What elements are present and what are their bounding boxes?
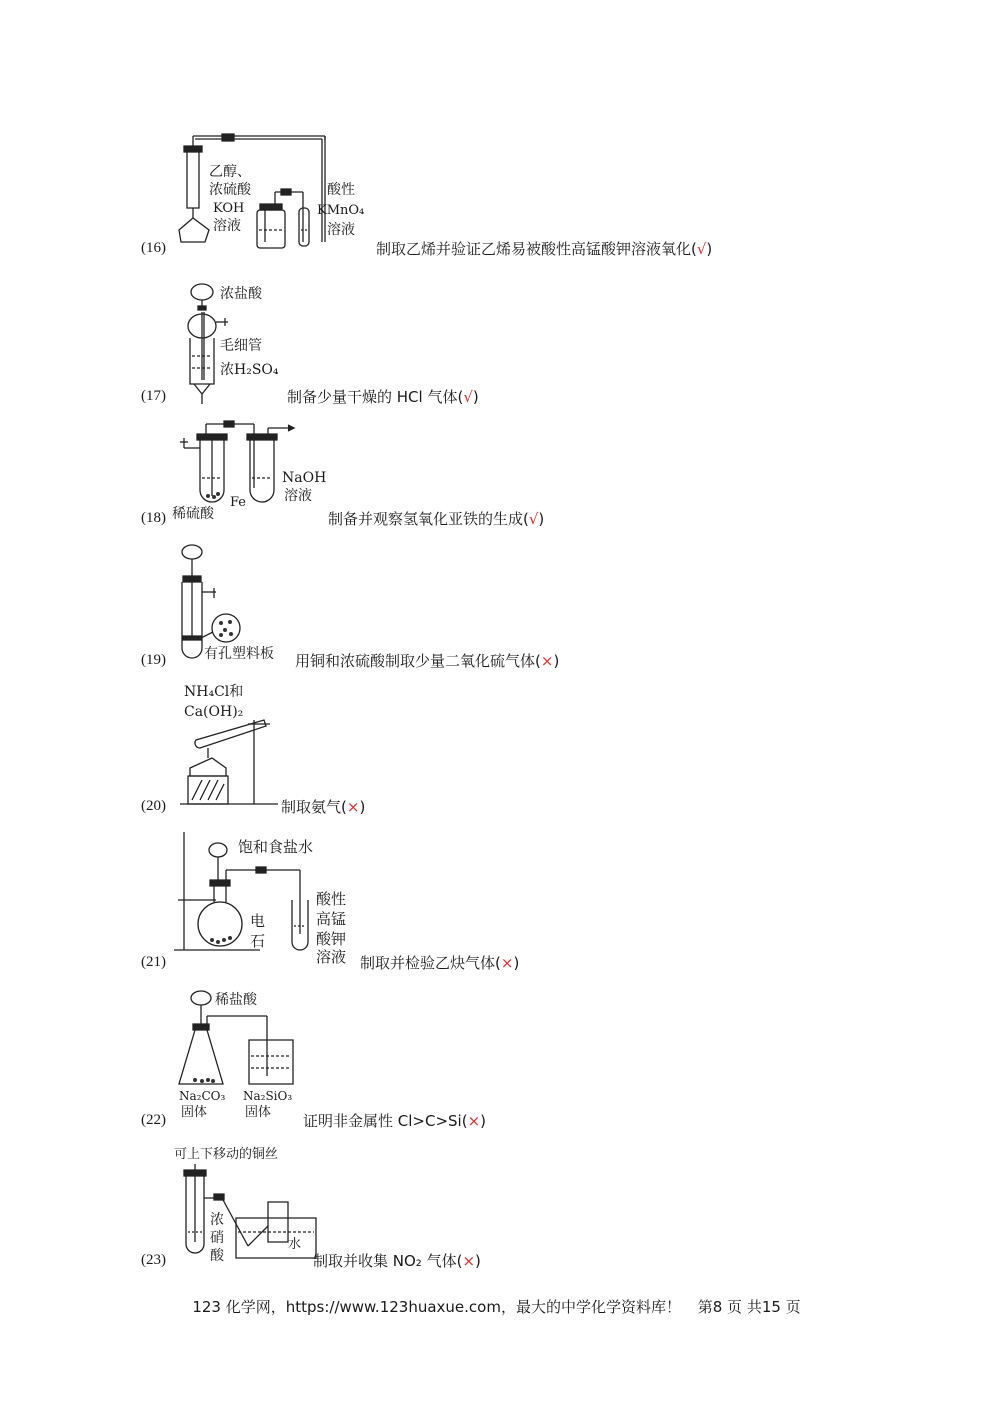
label-na2co3: Na₂CO₃ [179, 1089, 226, 1103]
label-capillary: 毛细管 [220, 338, 262, 354]
caption-close: ) [475, 1252, 481, 1270]
label-perforated-plate: 有孔塑料板 [204, 646, 274, 662]
label-carbide-1: 电 [250, 912, 266, 930]
caption-close: ) [472, 388, 479, 406]
label-dilute-h2so4: 稀硫酸 [172, 506, 214, 522]
cross-mark-icon: × [500, 954, 514, 972]
cross-mark-icon: × [462, 1252, 476, 1270]
caption-close: ) [513, 954, 520, 972]
label-permanganate-1: 高锰 [316, 910, 347, 928]
label-naoh: NaOH [282, 470, 327, 486]
label-saturated-brine: 饱和食盐水 [238, 838, 314, 856]
label-movable-copper-wire: 可上下移动的铜丝 [174, 1147, 279, 1162]
label-fe: Fe [230, 495, 247, 510]
item-number: (21) [141, 954, 166, 970]
apparatus-23-diagram [172, 1142, 322, 1270]
item-number: (23) [141, 1252, 166, 1268]
caption-text: 制取乙烯并验证乙烯易被酸性高锰酸钾溶液氧化( [376, 240, 697, 258]
cross-mark-icon: × [346, 798, 360, 816]
apparatus-16-diagram [175, 130, 375, 252]
item-caption [376, 238, 712, 259]
label-solution: 溶液 [316, 948, 347, 966]
caption-text: 证明非金属性 Cl>C>Si( [303, 1112, 468, 1130]
label-conc-hno3-3: 酸 [210, 1248, 224, 1264]
apparatus-20-diagram [178, 680, 288, 806]
item-caption [295, 650, 559, 671]
label-koh-solution: 溶液 [213, 218, 241, 234]
caption-text: 制取并收集 NO₂ 气体( [313, 1252, 463, 1270]
item-number: (17) [141, 388, 166, 404]
label-conc-h2so4: 浓硫酸 [209, 182, 251, 198]
footer-page-number: 第8 页 共15 页 [697, 1298, 801, 1316]
caption-close: ) [538, 510, 545, 528]
caption-text: 制取并检验乙炔气体( [360, 954, 501, 972]
label-kmno4: KMnO₄ [317, 203, 365, 218]
footer-site: 123 化学网，https://www.123huaxue.com，最大的中学化学资料库！ [192, 1298, 681, 1316]
cross-mark-icon: × [467, 1112, 481, 1130]
label-carbide-2: 石 [250, 932, 266, 950]
item-caption [303, 1110, 486, 1131]
item-number: (16) [141, 240, 166, 256]
item-caption [313, 1250, 481, 1271]
caption-text: 制备少量干燥的 HCl 气体( [287, 388, 464, 406]
label-kmno4-solution: 溶液 [327, 222, 355, 238]
label-naoh-solution: 溶液 [284, 488, 312, 504]
page-footer [0, 1296, 993, 1317]
label-conc-h2so4: 浓H₂SO₄ [220, 362, 279, 378]
caption-close: ) [480, 1112, 486, 1130]
label-na2co3-solid: 固体 [181, 1105, 208, 1118]
item-caption [287, 386, 479, 407]
label-dilute-hcl: 稀盐酸 [215, 992, 257, 1008]
caption-text: 制取氨气( [281, 798, 347, 816]
label-acidic: 酸性 [327, 182, 355, 198]
label-water: 水 [288, 1237, 302, 1252]
item-number: (20) [141, 798, 166, 814]
caption-close: ) [706, 240, 713, 258]
caption-text: 制备并观察氢氧化亚铁的生成( [328, 510, 529, 528]
label-acidic: 酸性 [316, 890, 347, 908]
apparatus-18-diagram [170, 418, 330, 522]
label-conc-hno3-2: 硝 [210, 1230, 224, 1246]
item-caption [328, 508, 544, 529]
item-number: (18) [141, 510, 166, 526]
apparatus-21-diagram [170, 830, 360, 966]
label-caoh2: Ca(OH)₂ [184, 704, 244, 720]
apparatus-22-diagram [175, 988, 305, 1118]
check-mark-icon: √ [463, 388, 473, 406]
cross-mark-icon: × [540, 652, 554, 670]
check-mark-icon: √ [696, 240, 707, 258]
apparatus-17-diagram [180, 276, 290, 408]
caption-close: ) [553, 652, 560, 670]
label-koh: KOH [213, 201, 245, 216]
item-caption [360, 952, 519, 973]
label-nh4cl: NH₄Cl和 [184, 684, 244, 700]
caption-text: 用铜和浓硫酸制取少量二氧化硫气体( [295, 652, 541, 670]
label-na2sio3-solid: 固体 [245, 1105, 272, 1118]
label-na2sio3: Na₂SiO₃ [243, 1089, 293, 1103]
apparatus-19-diagram [170, 540, 290, 670]
check-mark-icon: √ [528, 510, 539, 528]
label-conc-hcl: 浓盐酸 [220, 286, 262, 302]
item-caption [281, 796, 365, 817]
label-ethanol: 乙醇、 [209, 164, 251, 180]
caption-close: ) [359, 798, 366, 816]
item-number: (19) [141, 652, 166, 668]
label-conc-hno3-1: 浓 [210, 1212, 224, 1228]
label-permanganate-2: 酸钾 [316, 930, 347, 948]
item-number: (22) [141, 1112, 166, 1128]
